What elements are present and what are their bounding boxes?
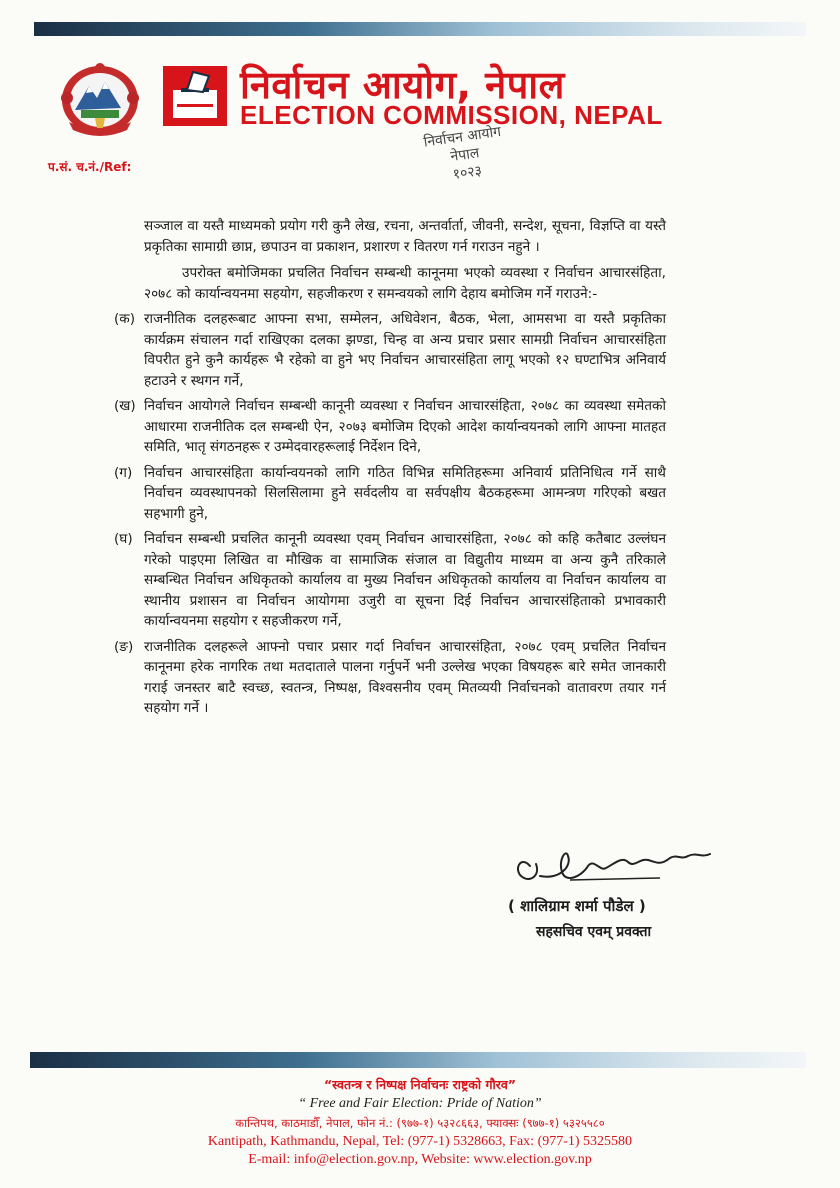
footer-address-nepali: कान्तिपथ, काठमाडौँ, नेपाल, फोन नं.: (९७७-१) ५३२८६६३, फ्याक्सः (९७७-१) ५३२५५८०	[235, 1116, 605, 1130]
letter-body	[114, 216, 666, 719]
footer-color-band	[30, 1052, 806, 1068]
list-item-text: निर्वाचन आयोगले निर्वाचन सम्बन्धी कानूनी व्यवस्था र निर्वाचन आचारसंहिता, २०७८ का व्यवस्था समेतको आधारमा राजनीतिक दल सम्बन्धी ऐन, २०७३ बमोजिम दिएको आदेश कार्यान्वयनको लागि आफ्ना मातहत समिति, भातृ संगठनहरू र उम्मेदवारहरूलाई निर्देशन दिने,	[144, 398, 666, 455]
list-item	[114, 463, 666, 525]
list-item-label: (ख)	[114, 398, 136, 414]
stamp-line: निर्वाचन आयोग	[422, 123, 503, 151]
list-item-label: (ङ)	[114, 638, 134, 655]
list-item-text: राजनीतिक दलहरूबाट आफ्ना सभा, सम्मेलन, अधिवेशन, बैठक, भेला, आमसभा वा यस्तै प्रकृतिका कार्यक्रम संचालन गर्दा राखिएका दलका झण्डा, चिन्ह वा अन्य प्रचार प्रसार सामग्री निर्वाचन आचारसंहिता विपरीत हुने कुनै कार्यहरू भै रहेको वा हुने भए निर्वाचन आचारसंहिता लागू भएको १२ घण्टाभित्र अनिवार्य हटाउने र स्थगन गर्ने,	[144, 311, 666, 389]
nepal-coat-of-arms-icon	[55, 58, 145, 138]
list-item-label: (ग)	[114, 464, 133, 481]
footer-address-english: Kantipath, Kathmandu, Nepal, Tel: (977-1) 5328663, Fax: (977-1) 5325580	[207, 1134, 633, 1149]
footer-contact: E-mail: info@election.gov.np, Website: www.election.gov.np	[248, 1152, 592, 1167]
footer-slogan-english: “ Free and Fair Election: Pride of Nation”	[298, 1096, 542, 1111]
stamp-line: १०२३	[451, 162, 483, 183]
handwritten-signature	[510, 836, 720, 898]
ballot-box-logo-icon	[163, 66, 227, 126]
paragraph: सञ्जाल वा यस्तै माध्यमको प्रयोग गरी कुनै लेख, रचना, अन्तर्वार्ता, जीवनी, सन्देश, सूचना, विज्ञप्ति वा यस्तै प्रकृतिका सामाग्री छाप्न, छपाउन वा प्रकाशन, प्रशारण र वितरण गर्न गराउन नहुने ।	[144, 218, 666, 255]
list-item-label: (घ)	[114, 531, 133, 547]
list-item-label: (क)	[114, 311, 136, 327]
signatory-title: सहसचिव एवम् प्रवक्ता	[536, 924, 652, 940]
footer-slogan-nepali: “स्वतन्त्र र निष्पक्ष निर्वाचनः राष्ट्रको गौरव”	[323, 1077, 517, 1092]
reference-label: प.सं. च.नं./Ref:	[48, 160, 132, 174]
list-item-text: निर्वाचन सम्बन्धी प्रचलित कानूनी व्यवस्था एवम् निर्वाचन आचारसंहिता, २०७८ को कहि कतैबाट उल्लंघन गरेको पाइएमा लिखित वा मौखिक वा सामाजिक संजाल वा विद्युतीय माध्यम वा अन्य कुनै तरिकाले सम्बन्धित निर्वाचन अधिकृतको कार्यालय वा मुख्य निर्वाचन अधिकृतको कार्यालय वा निर्वाचन कार्यालय वा स्थानीय प्रशासन वा निर्वाचन आयोगमा उजुरी वा सूचना दिई निर्वाचन आचारसंहिताको प्रभावकारी कार्यान्वयनमा सहयोग र सहजीकरण गर्ने,	[144, 531, 666, 629]
list-item	[114, 396, 666, 458]
signatory-name: ( शालिग्राम शर्मा पौडेल )	[508, 897, 646, 915]
organization-title-english: ELECTION COMMISSION, NEPAL	[240, 100, 663, 130]
list-item	[114, 637, 666, 719]
list-item-text: राजनीतिक दलहरूले आफ्नो पचार प्रसार गर्दा निर्वाचन आचारसंहिता, २०७८ एवम् प्रचलित निर्वाचन कानूनमा हरेक नागरिक तथा मतदाताले पालना गर्नुपर्ने भनी उल्लेख भएका विषयहरू बारे समेत जानकारी गराई जनस्तर बाटै स्वच्छ, स्वतन्त्र, निष्पक्ष, विश्वसनीय एवम् मितव्ययी निर्वाचनको वातावरण तयार गर्न सहयोग गर्ने ।	[144, 638, 666, 716]
stamp-line: नेपाल	[449, 145, 481, 166]
list-item	[114, 309, 666, 391]
received-stamp	[392, 119, 540, 208]
paragraph: उपरोक्त बमोजिमका प्रचलित निर्वाचन सम्बन्धी कानूनमा भएको व्यवस्था र निर्वाचन आचारसंहिता, २०७८ को कार्यान्वयनमा सहयोग, सहजीकरण र समन्वयको लागि देहाय बमोजिम गर्ने गराउने:-	[144, 265, 666, 302]
header-color-band	[34, 22, 806, 36]
organization-title-nepali: निर्वाचन आयोग, नेपाल	[240, 63, 565, 107]
list-item	[114, 529, 666, 632]
list-item-text: निर्वाचन आचारसंहिता कार्यान्वयनको लागि गठित विभिन्न समितिहरूमा अनिवार्य प्रतिनिधित्व गर्ने साथै निर्वाचन व्यवस्थापनको सिलसिलामा हुने सर्वदलीय वा सर्वपक्षीय बैठकहरूमा आमन्त्रण गरिएको बखत सहभागी हुने,	[144, 464, 666, 522]
